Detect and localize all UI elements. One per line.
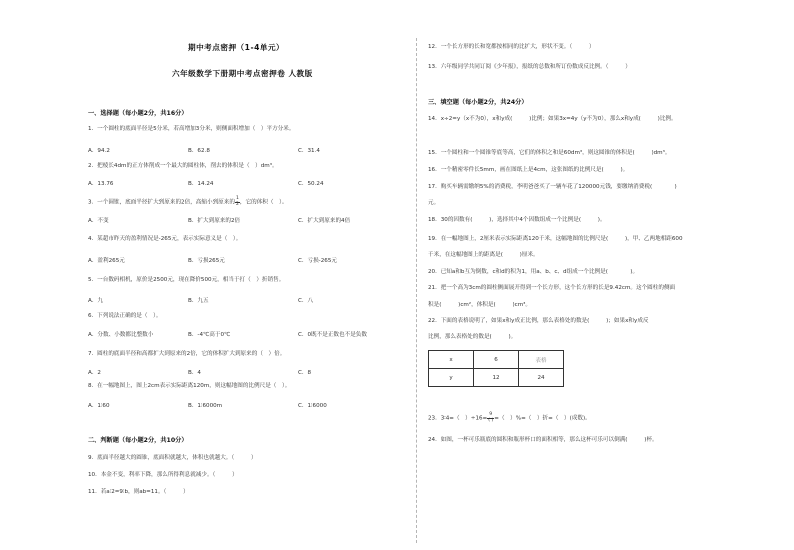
question-3 [88,197,287,207]
q3-option-b: B．扩大到原来的2倍 [188,218,241,224]
q3-text-post: ，它的体积（ ）。 [239,199,288,206]
page-title: 期中考点密押（1-4单元） [188,43,285,52]
question-9: 9．底面半径越大的圆锥，底面积就越大，体积也就越大。（ ） [88,455,257,461]
table-row [429,351,564,369]
q4-option-c: C．亏损-265元 [298,258,337,264]
q23-text-pre: 23．3∶4=（ ）÷16= [428,415,488,422]
question-11: 11．若a∶2=9∶b，则ab=11。（ ） [88,489,189,495]
q3-fraction-denominator: 2 [235,201,239,207]
q6-option-a: A．分数、小数都比整数小 [88,332,154,338]
q5-option-b: B．九五 [188,298,209,304]
q23-text-post: =（ ）%=（ ）折=（ ）(成数)。 [494,415,591,422]
question-23 [428,413,591,423]
section1-heading: 一、选择题（每小题2分，共16分） [88,110,188,117]
question-4: 4．某超市昨天的盈利情况是-265元，表示实际意义是（ ）。 [88,236,242,242]
table-cell: x [429,351,474,369]
q23-fraction-denominator: ( ) [488,417,494,423]
q3-fraction-numerator: 1 [235,196,239,201]
q3-option-c: C．扩大到原来的4倍 [298,218,351,224]
question-22-line1: 22．下面的表格说明了，如果x和y成正比例，那么表格处的数是( )；如果x和y成反 [428,318,649,324]
question-22-line2: 比例，那么表格处的数是( )。 [428,334,517,340]
table-cell: 12 [474,369,519,387]
table-row [429,369,564,387]
question-18: 18．30的因数有( )，选择其中4个因数组成一个比例是( )。 [428,217,606,223]
q3-text-pre: 3．一个圆锥，底面半径扩大到原来的2倍，高缩小到原来的 [88,199,235,206]
q4-option-a: A．盈利265元 [88,258,125,264]
q1-option-b: B．62.8 [188,148,210,154]
q7-option-c: C．8 [298,370,312,376]
section3-heading: 三、填空题（每小题2分，共24分） [428,99,528,106]
question-16: 16．一个精密零件长5mm，画在图纸上是4cm，这张图纸的比例尺是( )。 [428,167,629,173]
table-cell: 6 [474,351,519,369]
question-2: 2．把棱长4dm的正方体削成一个最大的圆柱体，削去的体积是（ ）dm³。 [88,163,278,169]
q6-option-b: B．-4℃高于0℃ [188,332,231,338]
table-cell: 24 [519,369,564,387]
question-14: 14．x÷2=y（x不为0），x和y成( )比例；如果3x=4y（y不为0），那么x和y成( )比例。 [428,116,677,122]
table-cell: y [429,369,474,387]
q7-option-b: B．4 [188,370,201,376]
question-19-line2: 千米，在这幅地图上的距离是( )厘米。 [428,252,539,258]
q8-option-b: B．1∶6000m [188,403,223,409]
q23-fraction-numerator: 9 [487,413,494,419]
q2-option-b: B．14.24 [188,181,214,187]
question-17-line2: 元。 [428,200,440,206]
q5-option-c: C．八 [298,298,314,304]
question-19-line1: 19．在一幅地图上，2厘米表示实际距离120千米，这幅地图的比例尺是( )，甲、乙两地相距600 [428,236,683,242]
question-15: 15．一个圆柱和一个圆锥等底等高，它们的体积之和是60dm³，则这圆锥的体积是( )dm³。 [428,150,671,156]
proportion-table [428,350,564,387]
q2-option-c: C．50.24 [298,181,324,187]
section2-heading: 二、判断题（每小题2分，共10分） [88,437,188,444]
question-6: 6．下列说法正确的是（ ）。 [88,313,162,319]
q1-option-c: C．31.4 [298,148,320,154]
question-21-line2: 积是( )cm²，体积是( )cm³。 [428,302,531,308]
question-13: 13．六年级同学共同订阅《少年报》，报纸的总数和所订份数成反比例。（ ） [428,64,631,70]
question-12: 12．一个长方形的长和宽都按相同的比扩大，形状不变。（ ） [428,44,595,50]
question-1: 1．一个圆柱的底面半径是5分米，若高增加3分米，则侧面积增加（ ）平方分米。 [88,126,295,132]
question-21-line1: 21．把一个高为3cm的圆柱侧面展开得到一个长方形，这个长方形的长是9.42cm。这个圆柱的侧面 [428,285,676,291]
q6-option-c: C．0既不是正数也不是负数 [298,332,367,338]
q7-option-a: A．2 [88,370,101,376]
question-5: 5．一台数码相机，原价是2500元，现在降价500元，相当于打（ ）折销售。 [88,277,285,283]
q3-option-a: A．不变 [88,218,109,224]
column-divider [416,38,417,543]
question-7: 7．圆柱的底面半径和高都扩大到原来的2倍，它的体积扩大到原来的（ ）倍。 [88,351,286,357]
q1-option-a: A．94.2 [88,148,110,154]
q5-option-a: A．九 [88,298,104,304]
q8-option-c: C．1∶6000 [298,403,327,409]
question-10: 10．本金不变，利率下降，那么所得利息就减少。（ ） [88,472,238,478]
q8-option-a: A．1∶60 [88,403,110,409]
q2-option-a: A．13.76 [88,181,114,187]
q4-option-b: B．亏损265元 [188,258,225,264]
page-subtitle: 六年级数学下册期中考点密押卷 人教版 [172,69,313,78]
table-cell: 表格 [519,351,564,369]
question-24: 24．如图，一杯可乐瓶底的圆积和瓶形杯口的面积相等，那么这杯可乐可以倒满( )杯。 [428,437,658,443]
question-17-line1: 17．购买车辆需缴纳5%的消费税，李明爸爸买了一辆车花了120000元钱，要缴纳消费税( ) [428,184,677,190]
question-20: 20．已知a和b互为倒数，c和d的积为1，用a、b、c、d组成一个比例是( )。 [428,269,639,275]
question-8: 8．在一幅地图上，图上2cm表示实际距离120m，则这幅地图的比例尺是（ ）。 [88,383,291,389]
